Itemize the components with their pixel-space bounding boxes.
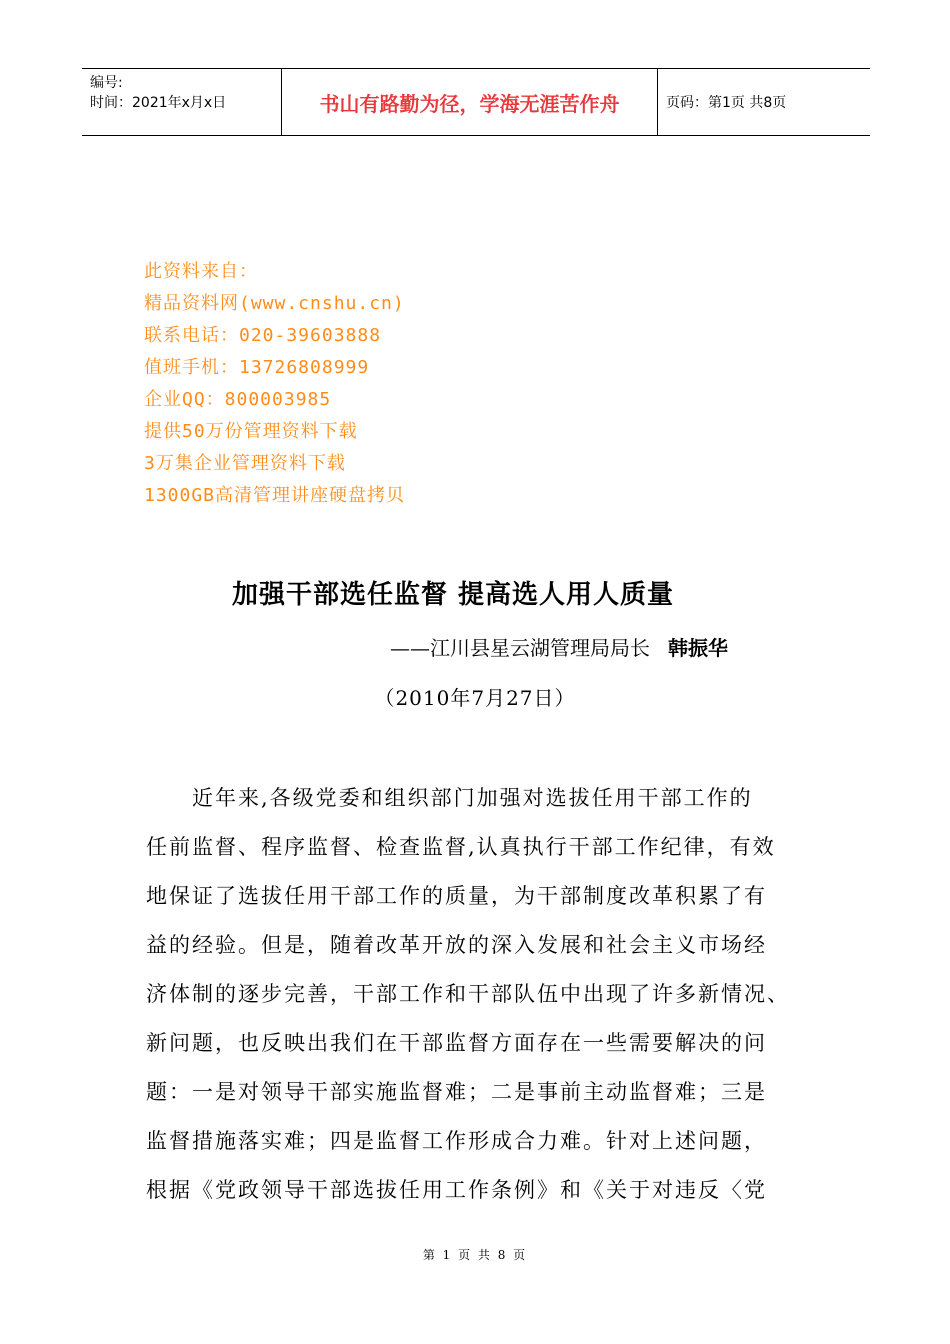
time-label: 时间：2021年x月x日 [90, 95, 227, 111]
body-line: 任前监督、程序监督、检查监督,认真执行干部工作纪律，有效 [146, 835, 776, 859]
body-line: 新问题，也反映出我们在干部监督方面存在一些需要解决的问 [146, 1031, 767, 1055]
body-line: 济体制的逐步完善，干部工作和干部队伍中出现了许多新情况、 [146, 982, 790, 1006]
source-line: 企业QQ：800003985 [144, 389, 332, 410]
source-line: 提供50万份管理资料下载 [144, 421, 358, 442]
source-line: 3万集企业管理资料下载 [144, 453, 346, 474]
document-body [146, 774, 846, 1215]
source-line: 值班手机：13726808999 [144, 357, 370, 378]
body-line: 近年来,各级党委和组织部门加强对选拔任用干部工作的 [146, 786, 753, 810]
source-line: 1300GB高清管理讲座硬盘拷贝 [144, 485, 406, 506]
header-table [82, 68, 870, 136]
header-motto: 书山有路勤为径，学海无涯苦作舟 [282, 69, 658, 135]
author-name: 韩振华 [668, 636, 728, 660]
body-line: 题：一是对领导干部实施监督难；二是事前主动监督难；三是 [146, 1080, 767, 1104]
source-line: 联系电话：020-39603888 [144, 325, 382, 346]
source-line: 精品资料网(www.cnshu.cn) [144, 293, 405, 314]
document-author [390, 632, 728, 661]
document-title: 加强干部选任监督 提高选人用人质量 [231, 580, 675, 610]
header-page-info: 页码：第1页 共8页 [666, 95, 787, 111]
author-prefix: ——江川县星云湖管理局局长 [390, 636, 650, 660]
document-date: （2010年7月27日） [374, 686, 576, 710]
body-line: 益的经验。但是，随着改革开放的深入发展和社会主义市场经 [146, 933, 767, 957]
number-label: 编号: [90, 75, 123, 91]
body-line: 监督措施落实难；四是监督工作形成合力难。针对上述问题， [146, 1129, 767, 1153]
page-footer: 第 1 页 共 8 页 [422, 1248, 528, 1262]
source-line: 此资料来自： [144, 261, 258, 282]
source-info-block [144, 256, 405, 512]
body-line: 地保证了选拔任用干部工作的质量，为干部制度改革积累了有 [146, 884, 767, 908]
body-line: 根据《党政领导干部选拔任用工作条例》和《关于对违反〈党 [146, 1178, 767, 1202]
header-meta-cell [82, 69, 282, 135]
